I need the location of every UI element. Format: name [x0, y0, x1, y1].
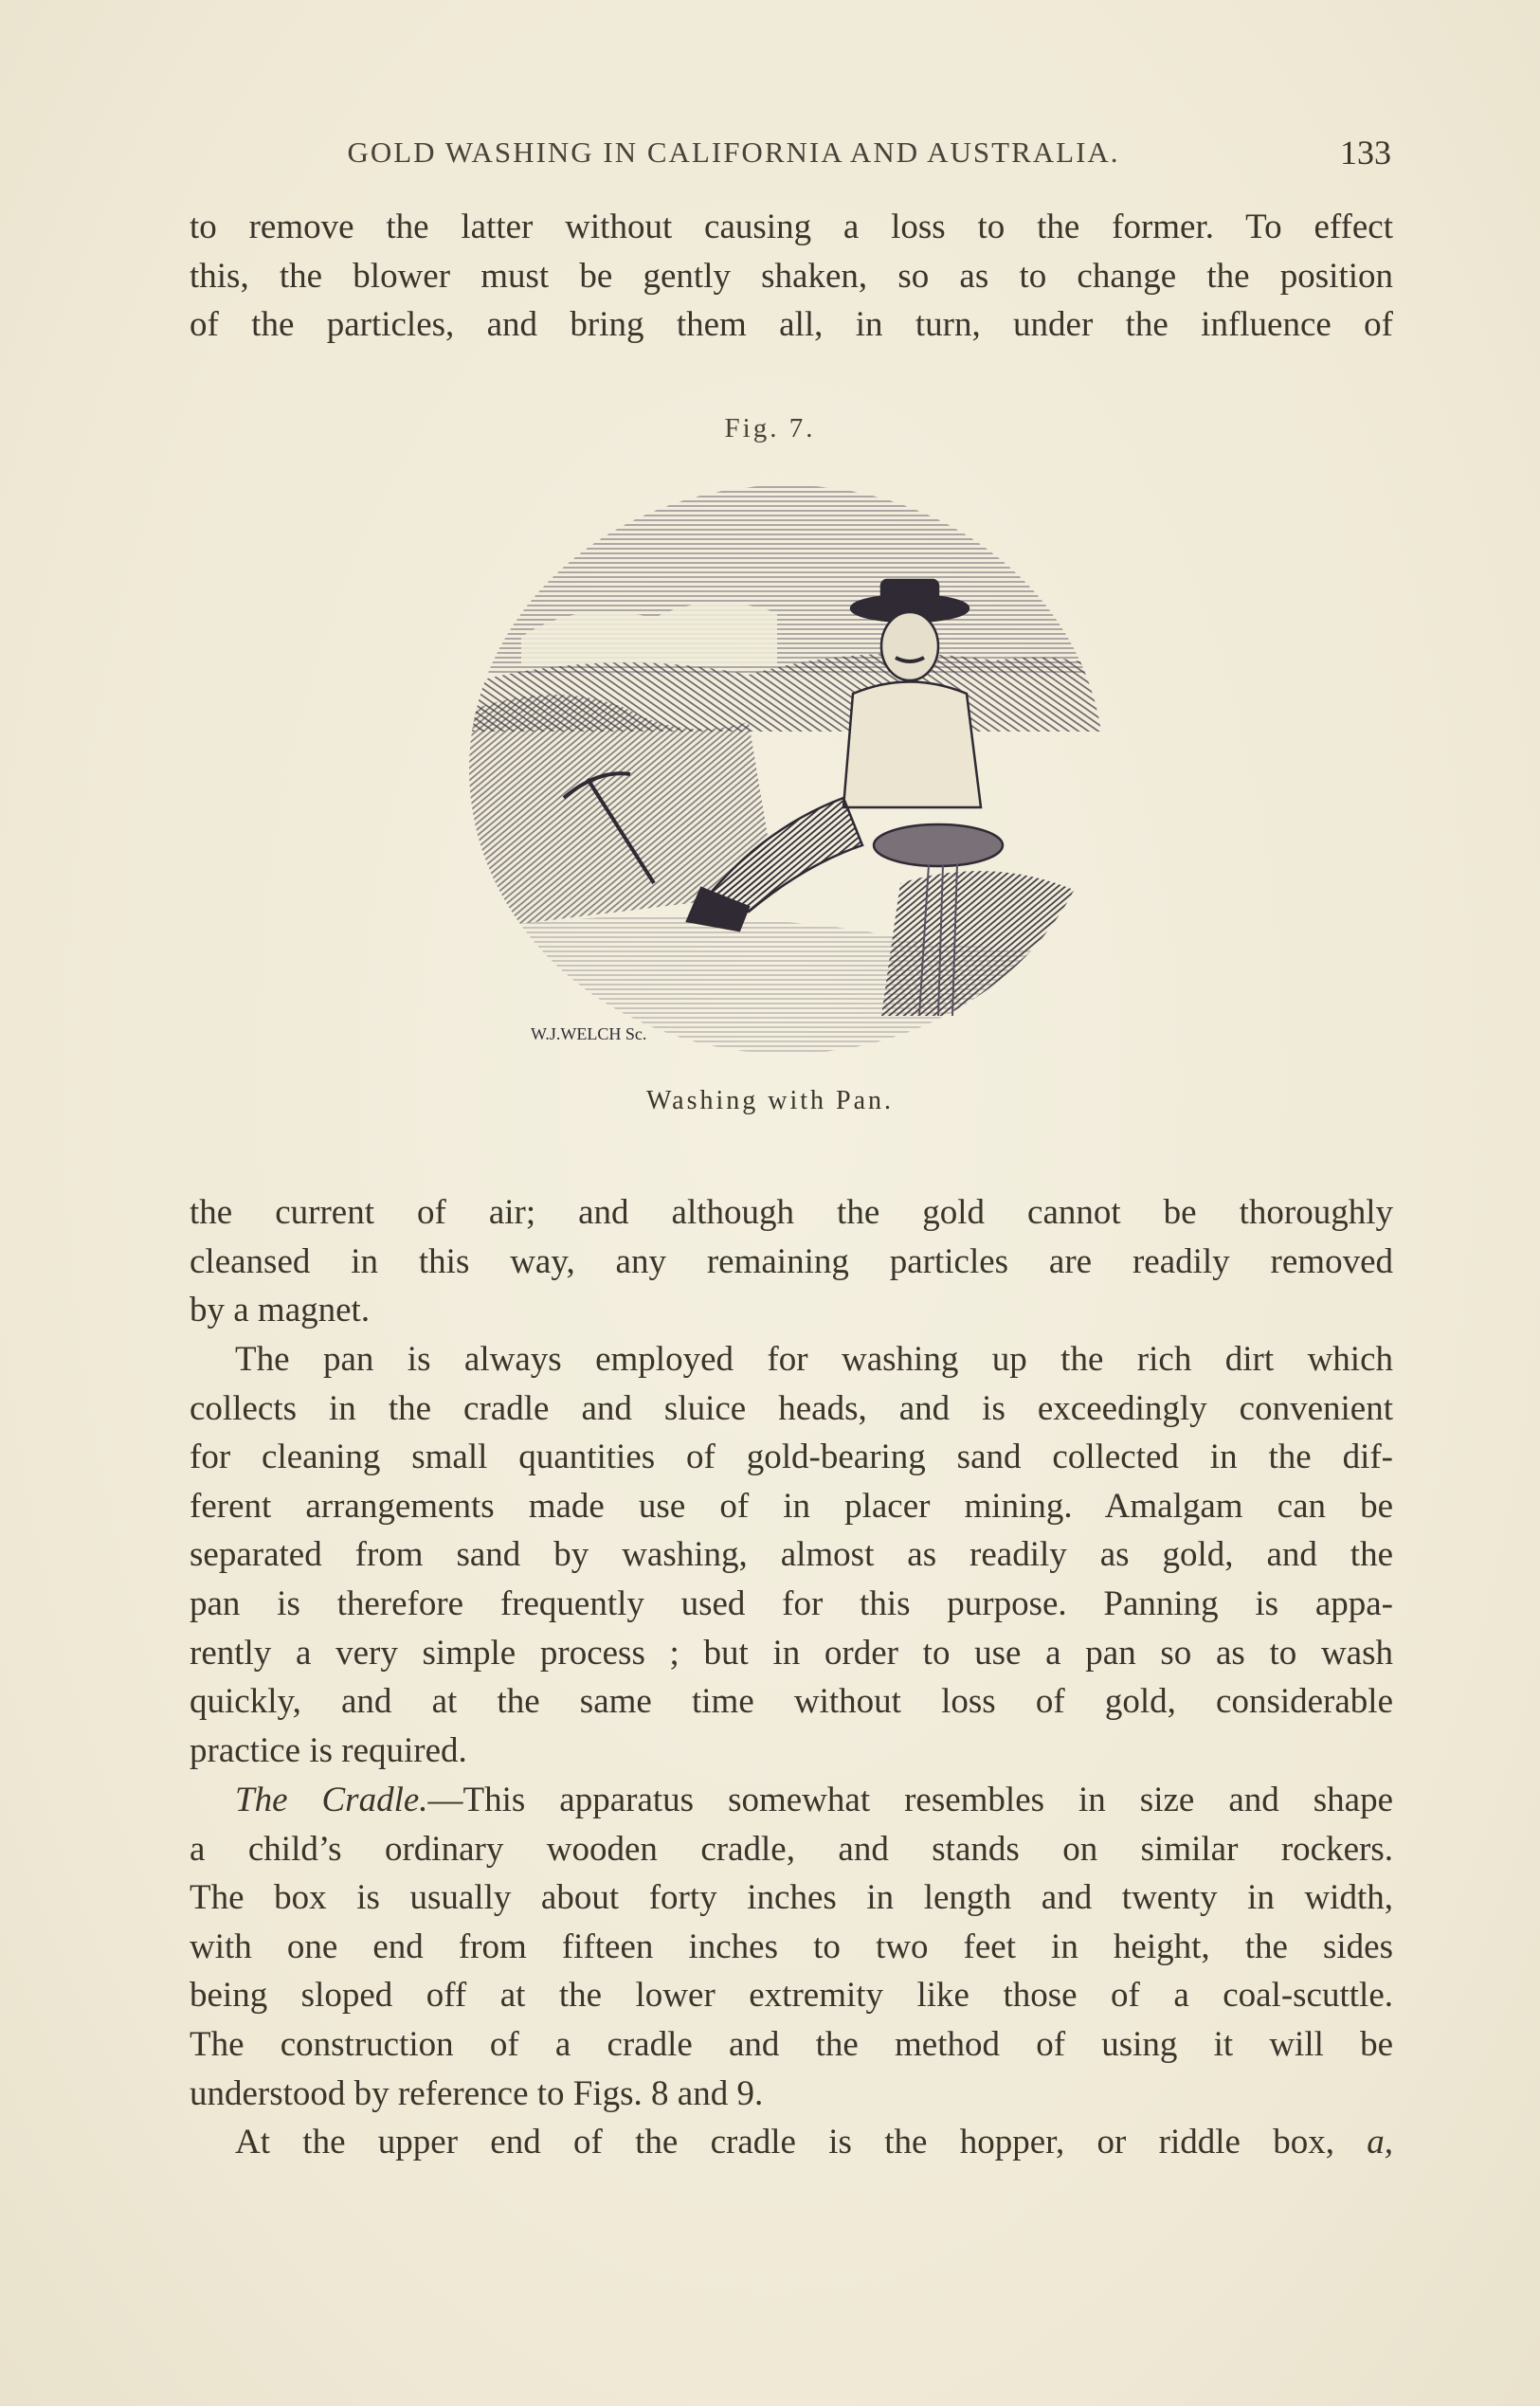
text-line: a child’s ordinary wooden cradle, and stands on similar rockers. — [190, 1829, 1393, 1869]
text-line: pan is therefore frequently used for this purpose. Panning is appa- — [190, 1583, 1393, 1623]
cradle-first-line: —This apparatus somewhat resembles in size and shape — [427, 1781, 1393, 1819]
text-line — [190, 1776, 1393, 1825]
cradle-paragraph — [190, 1776, 1393, 2118]
text-line: rently a very simple process ; but in order to use a pan so as to wash — [190, 1633, 1393, 1673]
caption-text: Washing with Pan. — [645, 1086, 895, 1115]
final-paragraph — [190, 2118, 1393, 2167]
page-number: 133 — [1340, 134, 1391, 172]
cradle-heading: The Cradle. — [235, 1781, 428, 1819]
text-line: this, the blower must be gently shaken, so as to change the position — [190, 256, 1393, 296]
running-head: GOLD WASHING IN CALIFORNIA AND AUSTRALIA. — [347, 136, 1120, 169]
text-line — [190, 2118, 1393, 2167]
text-line: The box is usually about forty inches in length and twenty in width, — [190, 1878, 1393, 1918]
text-line: of the particles, and bring them all, in turn, under the influence of — [190, 305, 1393, 345]
text-line: practice is required. — [190, 1730, 467, 1770]
text-line: to remove the latter without causing a loss to the former. To effect — [190, 208, 1393, 246]
continuation-paragraph — [190, 1188, 1393, 1335]
figure-caption — [0, 1086, 1540, 1116]
text-line: understood by reference to Figs. 8 and 9. — [190, 2073, 764, 2113]
hat-crown — [881, 580, 938, 610]
figure-label: Fig. 7. — [724, 413, 816, 443]
gold-pan — [874, 824, 1003, 866]
page-header — [190, 131, 1391, 174]
text-line: separated from sand by washing, almost as readily as gold, and the — [190, 1535, 1393, 1575]
washing-with-pan-engraving — [464, 485, 1109, 1058]
text-line: being sloped off at the lower extremity like those of a coal-scuttle. — [190, 1976, 1393, 2016]
head — [881, 612, 938, 680]
text-line: for cleaning small quantities of gold-bearing sand collected in the dif- — [190, 1438, 1393, 1477]
engraver-signature: W.J.WELCH Sc. — [531, 1024, 647, 1043]
pan-paragraph — [190, 1335, 1393, 1775]
text-line: with one end from fifteen inches to two feet in height, the sides — [190, 1927, 1393, 1966]
text-line: The pan is always employed for washing up the rich dirt which — [235, 1340, 1393, 1379]
text-line: cleansed in this way, any remaining particles are readily removed — [190, 1241, 1393, 1281]
intro-paragraph — [190, 203, 1393, 350]
text-line: collects in the cradle and sluice heads, and is exceedingly convenient — [190, 1388, 1393, 1428]
final-italic-letter: a, — [1367, 2123, 1394, 2162]
shirt — [843, 682, 981, 808]
text-line: The construction of a cradle and the method of using it will be — [190, 2024, 1393, 2064]
final-text: At the upper end of the cradle is the hopper, or riddle box, — [235, 2123, 1334, 2162]
text-line: quickly, and at the same time without loss of gold, considerable — [190, 1682, 1393, 1722]
text-line: ferent arrangements made use of in placer mining. Amalgam can be — [190, 1486, 1393, 1526]
text-line: by a magnet. — [190, 1291, 371, 1330]
text-line: the current of air; and although the gold cannot be thoroughly — [190, 1193, 1393, 1232]
